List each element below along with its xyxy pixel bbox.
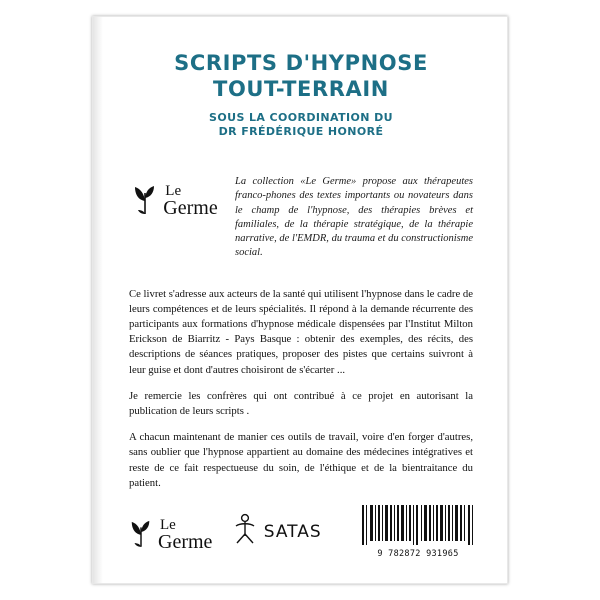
collection-row bbox=[129, 175, 473, 261]
book-back-cover bbox=[92, 16, 508, 584]
collection-blurb: La collection «Le Germe» propose aux thérapeutes franco-phones des textes importants ou novateurs dans le champ de l'hypnose, des thérapies brèves et familiales, de la thérapie stratégique, de la thérapie narrative, de l'EMDR, du trauma et du constructionisme social. bbox=[235, 176, 473, 259]
publisher-name: SATAS bbox=[263, 521, 322, 542]
germe-logo-mark-footer bbox=[129, 516, 212, 553]
book-title-line-1: SCRIPTS D'HYPNOSE bbox=[174, 51, 428, 75]
sprout-icon bbox=[129, 516, 153, 553]
isbn-number: 9 782872 931965 bbox=[377, 549, 459, 559]
publisher-logo bbox=[232, 512, 322, 559]
germe-logo-name: Germe bbox=[163, 196, 218, 219]
germe-logo-mark bbox=[132, 181, 217, 220]
body-paragraph-2: Je remercie les confrères qui ont contribué à ce projet en autorisant la publication de leurs scripts . bbox=[129, 389, 473, 418]
book-subtitle-line-1: SOUS LA COORDINATION DU bbox=[209, 110, 393, 124]
body-paragraph-3: A chacun maintenant de manier ces outils de travail, voire d'en forger d'autres, sans oublier que l'hypnose appartient au domaine des médecines intégratives et reste de ce fait respectueuse du soin, de l'éthique et de la bientraitance du patient. bbox=[129, 431, 473, 489]
germe-logo-text-footer bbox=[158, 518, 212, 552]
barcode-icon bbox=[359, 503, 477, 547]
cover-footer bbox=[129, 503, 477, 559]
book-subtitle bbox=[129, 111, 473, 140]
cover-content bbox=[93, 17, 507, 583]
germe-logo-le-footer: Le bbox=[160, 516, 176, 533]
satas-figure-icon bbox=[232, 512, 258, 551]
collection-logo bbox=[129, 175, 221, 220]
germe-logo-le: Le bbox=[165, 182, 182, 199]
germe-logo-name-footer: Germe bbox=[158, 530, 213, 553]
book-title-line-2: TOUT-TERRAIN bbox=[213, 76, 389, 101]
body-paragraph-1: Ce livret s'adresse aux acteurs de la santé qui utilisent l'hypnose dans le cadre de leurs compétences et de leurs spécialités. Il répond à la demande récurrente des participants aux formations d'hypnose médicale dispensées par l'Institut Milton Erickson de Biarritz - Pays Basque : obtenir des exemples, des récits, des descriptions de séances pratiques, proposer des pistes que certains suivront à leur guise et dont d'autres choisiront de s'écarter ... bbox=[129, 287, 473, 376]
sprout-icon bbox=[132, 181, 158, 220]
isbn-barcode-block bbox=[359, 503, 477, 559]
footer-collection-logo bbox=[129, 516, 212, 559]
back-cover-body bbox=[129, 287, 473, 491]
book-subtitle-line-2: DR FRÉDÉRIQUE HONORÉ bbox=[218, 124, 384, 138]
title-block bbox=[129, 51, 473, 139]
germe-logo-text bbox=[163, 184, 217, 218]
